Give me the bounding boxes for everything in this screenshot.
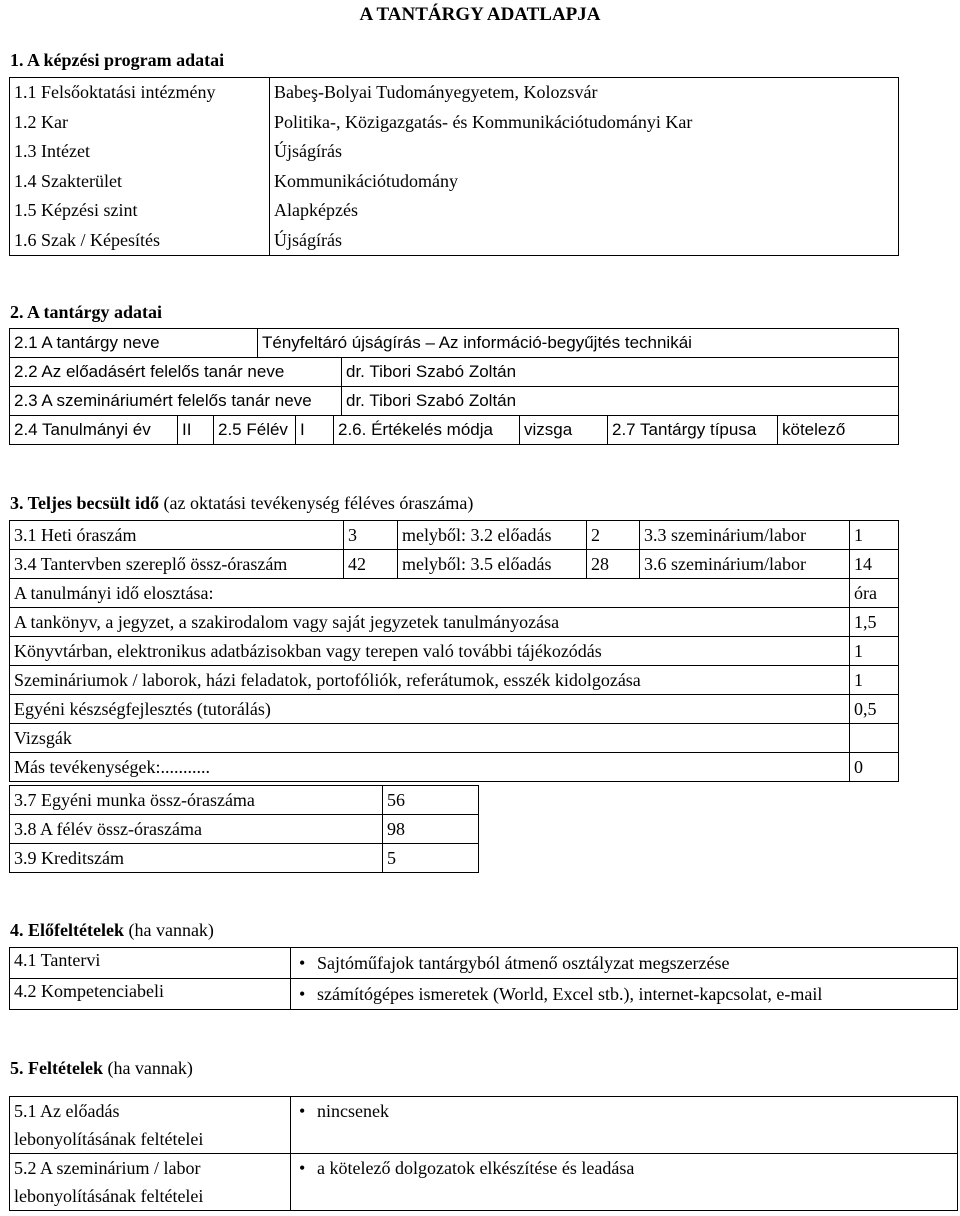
course-attributes-table bbox=[9, 415, 899, 445]
table-row: 2.2 Az előadásért felelős tanár neve dr. Tibori Szabó Zoltán bbox=[10, 358, 899, 387]
totals-table bbox=[9, 785, 479, 873]
bullet-icon: • bbox=[299, 1158, 306, 1178]
lecturer-table bbox=[9, 357, 899, 416]
table-row: 3.9 Kreditszám 5 bbox=[10, 844, 479, 873]
program-data-table bbox=[9, 77, 899, 256]
table-row: Más tevékenységek:........... 0 bbox=[10, 753, 899, 782]
table-row: A tanulmányi idő elosztása: óra bbox=[10, 579, 899, 608]
bullet-icon: • bbox=[299, 984, 306, 1004]
table-row: 2.1 A tantárgy neve Tényfeltáró újságírás – Az információ-begyűjtés technikái bbox=[10, 329, 899, 358]
table-row: 3.4 Tantervben szereplő össz-óraszám 42 melyből: 3.5 előadás 28 3.6 szeminárium/labor 14 bbox=[10, 550, 899, 579]
table-row: 5.2 A szeminárium / labor lebonyolításának feltételei • a kötelező dolgozatok elkészítése és leadása bbox=[10, 1154, 958, 1211]
section-5-heading: 5. Feltételek (ha vannak) bbox=[10, 1058, 193, 1078]
table-row: 1.6 Szak / Képesítés Újságírás bbox=[10, 226, 899, 256]
table-row: Vizsgák bbox=[10, 724, 899, 753]
table-row: 2.3 A szemináriumért felelős tanár neve dr. Tibori Szabó Zoltán bbox=[10, 387, 899, 416]
conditions-table bbox=[9, 1096, 958, 1211]
bullet-icon: • bbox=[299, 953, 306, 973]
section-4-heading: 4. Előfeltételek (ha vannak) bbox=[10, 920, 214, 940]
table-row: A tankönyv, a jegyzet, a szakirodalom vagy saját jegyzetek tanulmányozása 1,5 bbox=[10, 608, 899, 637]
table-row: 1.5 Képzési szint Alapképzés bbox=[10, 196, 899, 226]
section-2-heading: 2. A tantárgy adatai bbox=[10, 302, 163, 322]
table-row: Könyvtárban, elektronikus adatbázisokban vagy terepen való további tájékozódás 1 bbox=[10, 637, 899, 666]
table-row: 1.2 Kar Politika-, Közigazgatás- és Kommunikációtudományi Kar bbox=[10, 108, 899, 138]
table-row: 1.4 Szakterület Kommunikációtudomány bbox=[10, 167, 899, 197]
weekly-hours-table bbox=[9, 520, 899, 579]
section-1-heading: 1. A képzési program adatai bbox=[10, 50, 225, 70]
prerequisites-table bbox=[9, 947, 958, 1010]
table-row: 3.7 Egyéni munka össz-óraszáma 56 bbox=[10, 786, 479, 815]
table-row: 4.1 Tantervi • Sajtóműfajok tantárgyból átmenő osztályzat megszerzése bbox=[10, 948, 958, 979]
document-title: A TANTÁRGY ADATLAPJA bbox=[359, 4, 601, 25]
table-row: 1.3 Intézet Újságírás bbox=[10, 137, 899, 167]
section-3-heading: 3. Teljes becsült idő (az oktatási tevékenység féléves óraszáma) bbox=[10, 493, 474, 513]
table-row: 3.1 Heti óraszám 3 melyből: 3.2 előadás 2 3.3 szeminárium/labor 1 bbox=[10, 521, 899, 550]
table-row: 1.1 Felsőoktatási intézmény Babeş-Bolyai Tudományegyetem, Kolozsvár bbox=[10, 78, 899, 108]
course-name-table bbox=[9, 328, 899, 358]
table-row: 3.8 A félév össz-óraszáma 98 bbox=[10, 815, 479, 844]
bullet-icon: • bbox=[299, 1101, 306, 1121]
table-row: 4.2 Kompetenciabeli • számítógépes ismeretek (World, Excel stb.), internet-kapcsolat, e-mail bbox=[10, 979, 958, 1010]
time-distribution-table bbox=[9, 578, 899, 782]
table-row: Szemináriumok / laborok, házi feladatok, portofóliók, referátumok, esszék kidolgozása 1 bbox=[10, 666, 899, 695]
table-row: 5.1 Az előadás lebonyolításának feltételei • nincsenek bbox=[10, 1097, 958, 1154]
table-row: Egyéni készségfejlesztés (tutorálás) 0,5 bbox=[10, 695, 899, 724]
table-row: 2.4 Tanulmányi év II 2.5 Félév I 2.6. Értékelés módja vizsga 2.7 Tantárgy típusa kötelező bbox=[10, 416, 899, 445]
